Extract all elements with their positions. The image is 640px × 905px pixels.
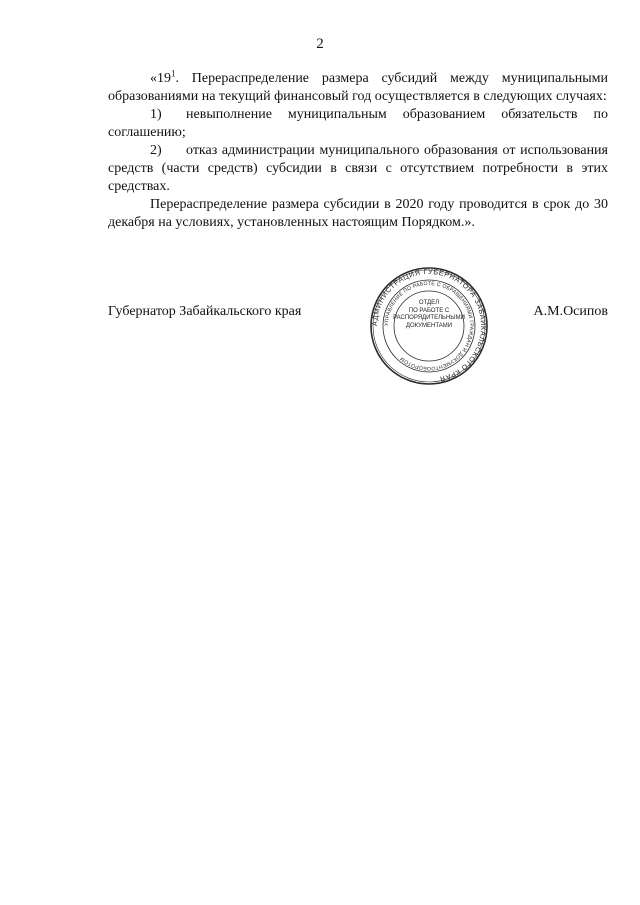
seal-center-line-4: ДОКУМЕНТАМИ — [405, 322, 453, 329]
official-seal-stamp — [369, 266, 489, 386]
list-item-1-number: 1) — [150, 107, 162, 122]
document-body — [108, 70, 608, 232]
seal-inner-text: УПРАВЛЕНИЕ ПО РАБОТЕ С ОБРАЩЕНИЯМИ ГРАЖДАН И ДОКУМЕНТООБОРОТОМ — [383, 280, 475, 372]
list-item-2 — [108, 142, 608, 196]
seal-center-line-3: РАСПОРЯДИТЕЛЬНЫМИ — [393, 315, 465, 321]
paragraph1-text: . Перераспределение размера субсидий между муниципальными образованиями на текущий финансовый год осуществляется в следующих случаях: — [108, 71, 608, 104]
seal-center-line-1: ОТДЕЛ — [418, 300, 440, 306]
list-item-1 — [108, 106, 608, 142]
paragraph-deadline: Перераспределение размера субсидии в 2020 году проводится в срок до 30 декабря на условиях, установленных настоящим Порядком.». — [108, 197, 608, 230]
clause-number: «19 — [150, 71, 171, 86]
page-number: 2 — [316, 36, 324, 52]
signatory-name: А.М.Осипов — [533, 304, 608, 319]
list-item-2-text: отказ администрации муниципального образования от использования средств (части средств) субсидии в связи с отсутствием потребности в этих средствах. — [108, 143, 608, 194]
list-item-2-number: 2) — [150, 143, 162, 158]
list-item-1-text: невыполнение муниципальным образованием обязательств по соглашению; — [108, 107, 608, 140]
clause-superscript: 1 — [171, 68, 176, 79]
signatory-position: Губернатор Забайкальского края — [108, 304, 302, 319]
seal-outer-text: АДМИНИСТРАЦИЯ ГУБЕРНАТОРА ЗАБАЙКАЛЬСКОГО КРАЯ — [369, 266, 489, 384]
seal-center-line-2: ПО РАБОТЕ С — [408, 307, 450, 314]
paragraph-redistribution — [108, 70, 608, 106]
seal-center-text — [393, 300, 465, 330]
